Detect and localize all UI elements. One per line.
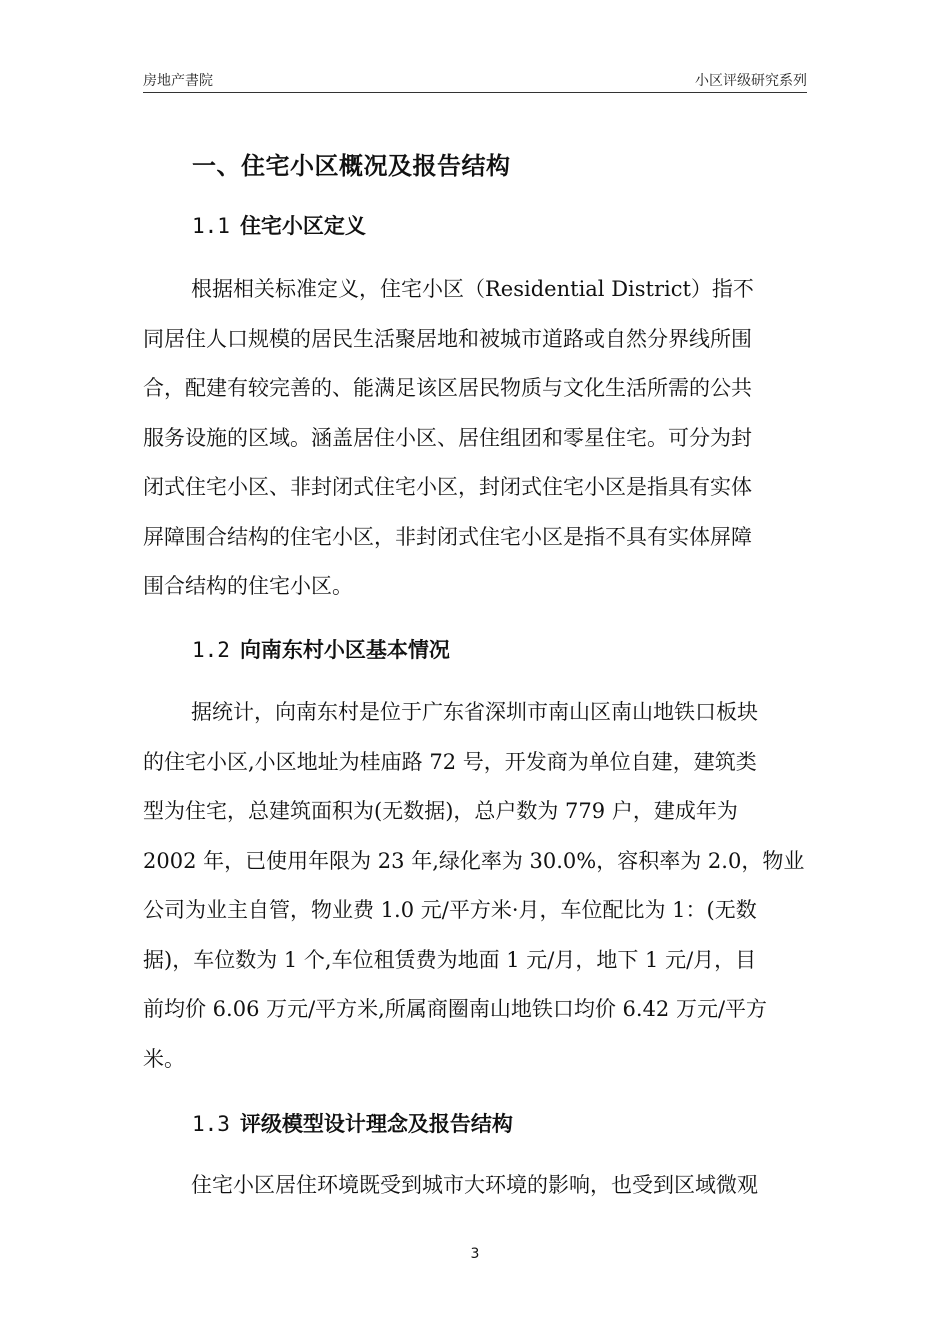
paragraph-line: 屏障围合结构的住宅小区，非封闭式住宅小区是指不具有实体屏障 [143, 524, 752, 549]
paragraph-line: 米。 [143, 1046, 185, 1071]
paragraph-line: 据)，车位数为 1 个,车位租赁费为地面 1 元/月，地下 1 元/月，目 [143, 947, 757, 972]
header-publisher: 房地产書院 [143, 73, 213, 89]
paragraph-line: 前均价 6.06 万元/平方米,所属商圈南山地铁口均价 6.42 万元/平方 [143, 997, 768, 1021]
paragraph-line: 2002 年，已使用年限为 23 年,绿化率为 30.0%，容积率为 2.0，物业 [143, 848, 805, 873]
paragraph-line: 围合结构的住宅小区。 [143, 574, 353, 598]
paragraph-model-design [143, 1161, 807, 1211]
paragraph-line: 闭式住宅小区、非封闭式住宅小区，封闭式住宅小区是指具有实体 [143, 475, 752, 499]
paragraph-definition [143, 265, 807, 612]
paragraph-line: 同居住人口规模的居民生活聚居地和被城市道路或自然分界线所围 [143, 326, 752, 351]
paragraph-line: 根据相关标准定义，住宅小区（Residential District）指不 [191, 277, 754, 301]
section-title: 向南东村小区基本情况 [239, 638, 450, 662]
paragraph-line: 据统计，向南东村是位于广东省深圳市南山区南山地铁口板块 [191, 700, 758, 724]
header-series-title: 小区评级研究系列 [695, 73, 807, 89]
paragraph-line: 的住宅小区,小区地址为桂庙路 72 号，开发商为单位自建，建筑类 [143, 749, 757, 774]
section-heading-1-3 [192, 1108, 513, 1138]
paragraph-line: 住宅小区居住环境既受到城市大环境的影响，也受到区域微观 [191, 1173, 758, 1197]
page-number: 3 [470, 1246, 480, 1262]
paragraph-line: 公司为业主自管，物业费 1.0 元/平方米·月，车位配比为 1：(无数 [143, 898, 757, 922]
paragraph-line: 服务设施的区域。涵盖居住小区、居住组团和零星住宅。可分为封 [143, 425, 752, 450]
section-number: 1.3 [192, 1112, 230, 1136]
header-divider [143, 92, 807, 93]
section-heading-1-1 [192, 210, 366, 240]
paragraph-basic-info [143, 688, 807, 1084]
section-heading-1-2 [192, 634, 450, 664]
page-header [143, 70, 807, 90]
section-title: 住宅小区定义 [239, 214, 366, 238]
chapter-title: 一、住宅小区概况及报告结构 [192, 152, 511, 180]
paragraph-line: 合，配建有较完善的、能满足该区居民物质与文化生活所需的公共 [143, 376, 752, 400]
section-number: 1.1 [192, 214, 230, 238]
section-number: 1.2 [192, 638, 230, 662]
section-title: 评级模型设计理念及报告结构 [239, 1112, 513, 1136]
paragraph-line: 型为住宅，总建筑面积为(无数据)，总户数为 779 户，建成年为 [143, 799, 738, 823]
